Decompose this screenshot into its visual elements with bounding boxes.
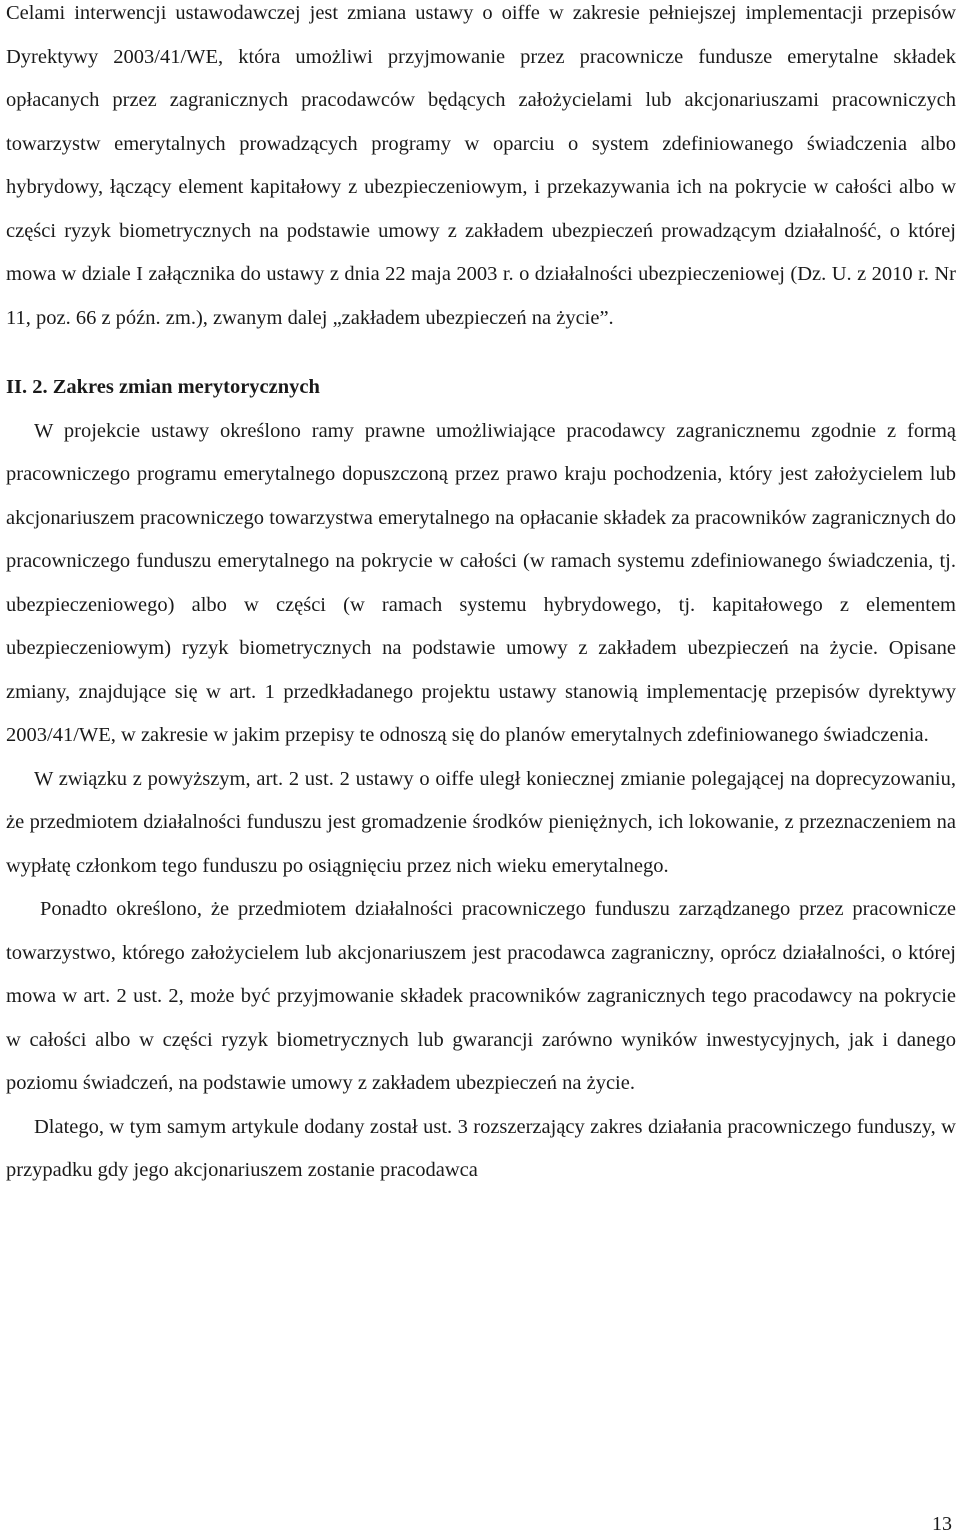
page-number: 13 [932, 1513, 952, 1535]
paragraph-scope: W projekcie ustawy określono ramy prawne umożliwiające pracodawcy zagranicznemu zgodnie z formą pracowniczego programu emerytalnego dopuszczoną przez prawo kraju pochodzenia, który jest założycielem lub akcjonariuszem pracowniczego towarzystwa emerytalnego na opłacanie składek za pracowników zagranicznych do pracowniczego funduszu emerytalnego na pokrycie w całości (w ramach systemu zdefiniowanego świadczenia, tj. ubezpieczeniowego) albo w części (w ramach systemu hybrydowego, tj. kapitałowego z elementem ubezpieczeniowym) ryzyk biometrycznych na podstawie umowy z zakładem ubezpieczeń na życie. Opisane zmiany, znajdujące się w art. 1 przedkładanego projektu ustawy stanowią implementację przepisów dyrektywy 2003/41/WE, w zakresie w jakim przepisy te odnoszą się do planów emerytalnych zdefiniowanego świadczenia. [6, 419, 956, 746]
paragraph-additional: Ponadto określono, że przedmiotem działalności pracowniczego funduszu zarządzanego przez pracownicze towarzystwo, którego założycielem lub akcjonariuszem jest pracodawca zagraniczny, oprócz działalności, o której mowa w art. 2 ust. 2, może być przyjmowanie składek pracowników zagranicznych tego pracodawcy na pokrycie w całości albo w części ryzyk biometrycznych lub gwarancji zarówno wyników inwestycyjnych, jak i danego poziomu świadczeń, na podstawie umowy z zakładem ubezpieczeń na życie. [6, 898, 956, 1094]
section-heading: II. 2. Zakres zmian merytorycznych [6, 376, 320, 398]
paragraph-conclusion: Dlatego, w tym samym artykule dodany został ust. 3 rozszerzający zakres działania pracowniczego funduszy, w przypadku gdy jego akcjonariuszem zostanie pracodawca [6, 1115, 956, 1181]
document-page [6, 0, 956, 1193]
paragraph-intro: Celami interwencji ustawodawczej jest zmiana ustawy o oiffe w zakresie pełniejszej implementacji przepisów Dyrektywy 2003/41/WE, która umożliwi przyjmowanie przez pracownicze fundusze emerytalne składek opłacanych przez zagranicznych pracodawców będących założycielami lub akcjonariuszami pracowniczych towarzystw emerytalnych prowadzących programy w oparciu o system zdefiniowanego świadczenia albo hybrydowy, łączący element kapitałowy z ubezpieczeniowym, i przekazywania ich na pokrycie w całości albo w części ryzyk biometrycznych na podstawie umowy z zakładem ubezpieczeń prowadzącym działalność, o której mowa w dziale I załącznika do ustawy z dnia 22 maja 2003 r. o działalności ubezpieczeniowej (Dz. U. z 2010 r. Nr 11, poz. 66 z późn. zm.), zwanym dalej „zakładem ubezpieczeń na życie”. [6, 2, 956, 329]
paragraph-article-2: W związku z powyższym, art. 2 ust. 2 ustawy o oiffe uległ koniecznej zmianie polegającej na doprecyzowaniu, że przedmiotem działalności funduszu jest gromadzenie środków pieniężnych, ich lokowanie, z przeznaczeniem na wypłatę członkom tego funduszu po osiągnięciu przez nich wieku emerytalnego. [6, 767, 956, 877]
